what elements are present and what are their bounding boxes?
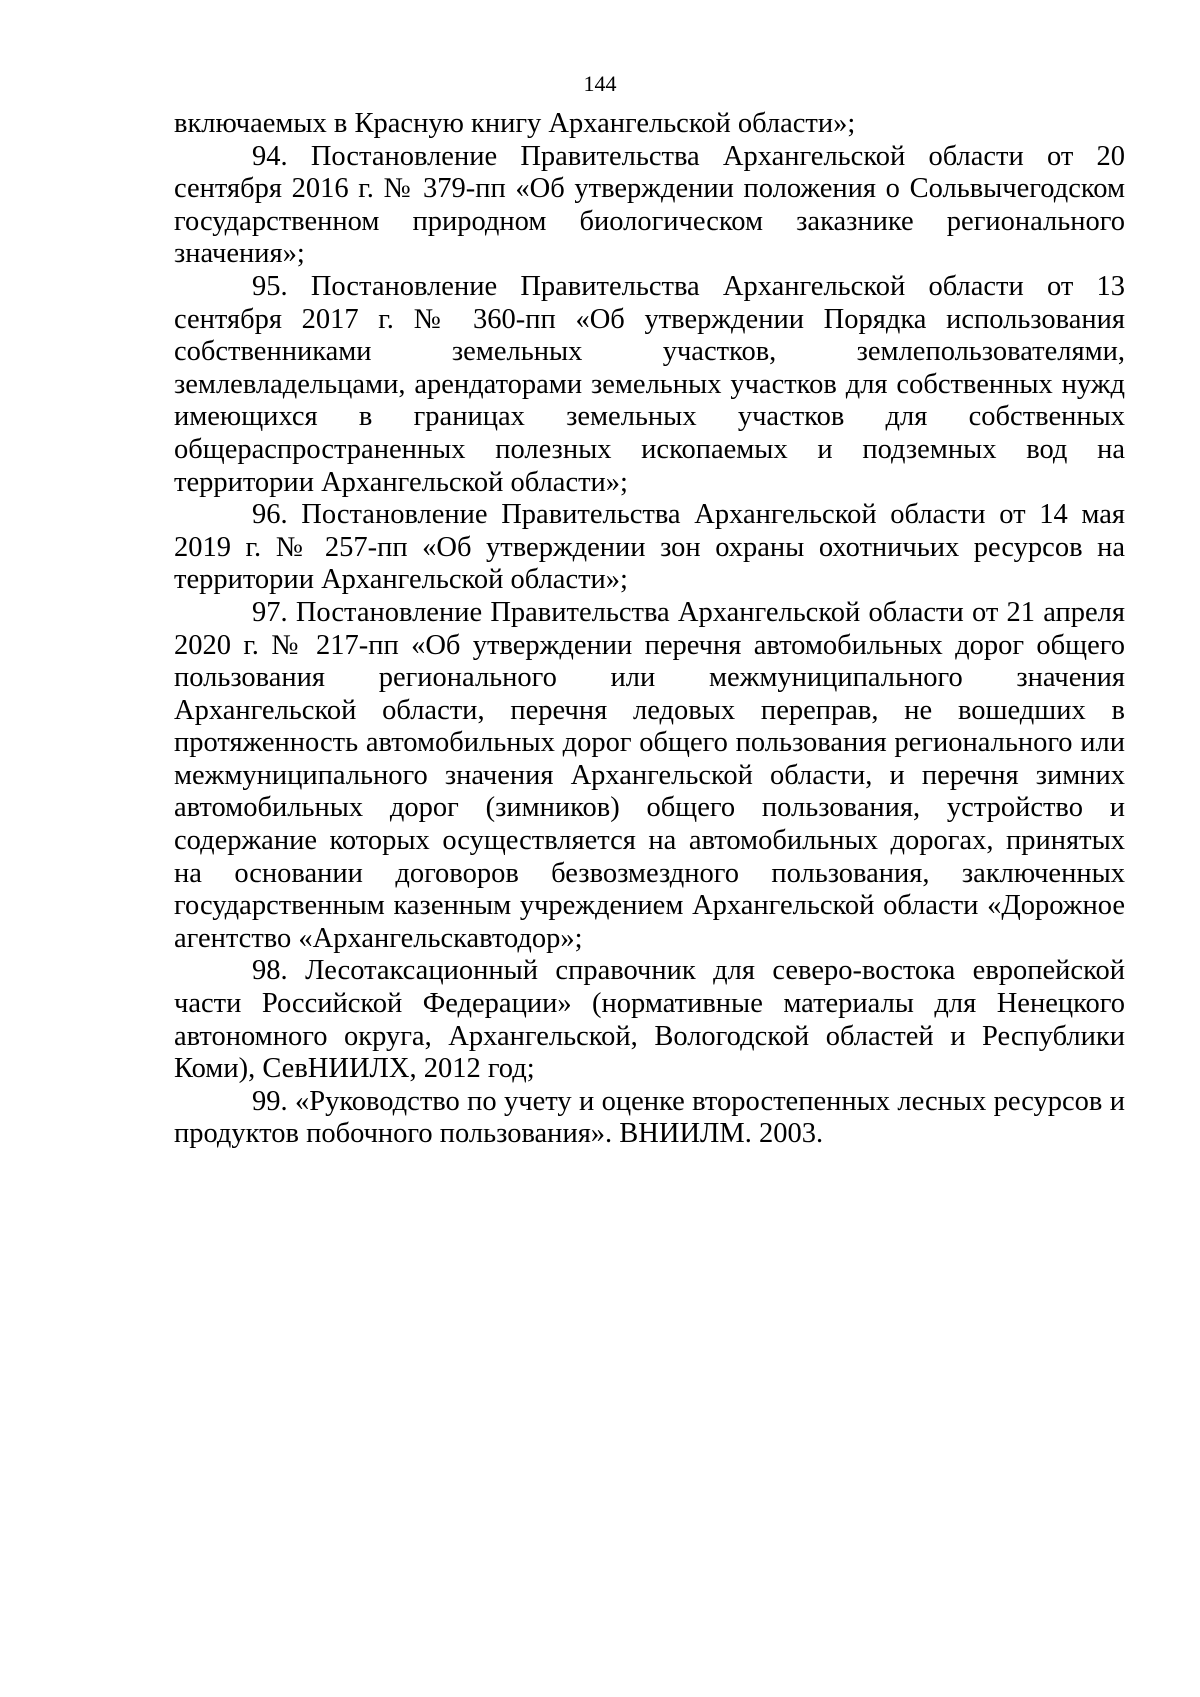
document-body: [174, 108, 1125, 1151]
list-item-99: 99. «Руководство по учету и оценке второстепенных лесных ресурсов и продуктов побочного пользования». ВНИИЛМ. 2003.: [174, 1085, 1125, 1150]
list-item-98: 98. Лесотаксационный справочник для северо-востока европейской части Российской Федерации» (нормативные материалы для Ненецкого автономного округа, Архангельской, Вологодской областей и Республики Коми), СевНИИЛХ, 2012 год;: [174, 955, 1125, 1085]
paragraph-continuation: включаемых в Красную книгу Архангельской области»;: [174, 108, 856, 139]
list-item-95: 95. Постановление Правительства Архангельской области от 13 сентября 2017 г. № 360-пп «Об утверждении Порядка использования собственниками земельных участков, землепользователями, землевладельцами, арендаторами земельных участков для собственных нужд имеющихся в границах земельных участков для собственных общераспространенных полезных ископаемых и подземных вод на территории Архангельской области»;: [174, 270, 1125, 498]
list-item-94: 94. Постановление Правительства Архангельской области от 20 сентября 2016 г. № 379-пп «Об утверждении положения о Сольвычегодском государственном природном биологическом заказнике регионального значения»;: [174, 140, 1125, 270]
list-item-96: 96. Постановление Правительства Архангельской области от 14 мая 2019 г. № 257-пп «Об утверждении зон охраны охотничьих ресурсов на территории Архангельской области»;: [174, 499, 1125, 596]
page-number: 144: [583, 71, 617, 96]
list-item-97: 97. Постановление Правительства Архангельской области от 21 апреля 2020 г. № 217-пп «Об утверждении перечня автомобильных дорог общего пользования регионального или межмуниципального значения Архангельской области, перечня ледовых переправ, не вошедших в протяженность автомобильных дорог общего пользования регионального или межмуниципального значения Архангельской области, и перечня зимних автомобильных дорог (зимников) общего пользования, устройство и содержание которых осуществляется на автомобильных дорогах, принятых на основании договоров безвозмездного пользования, заключенных государственным казенным учреждением Архангельской области «Дорожное агентство «Архангельскавтодор»;: [174, 596, 1125, 954]
